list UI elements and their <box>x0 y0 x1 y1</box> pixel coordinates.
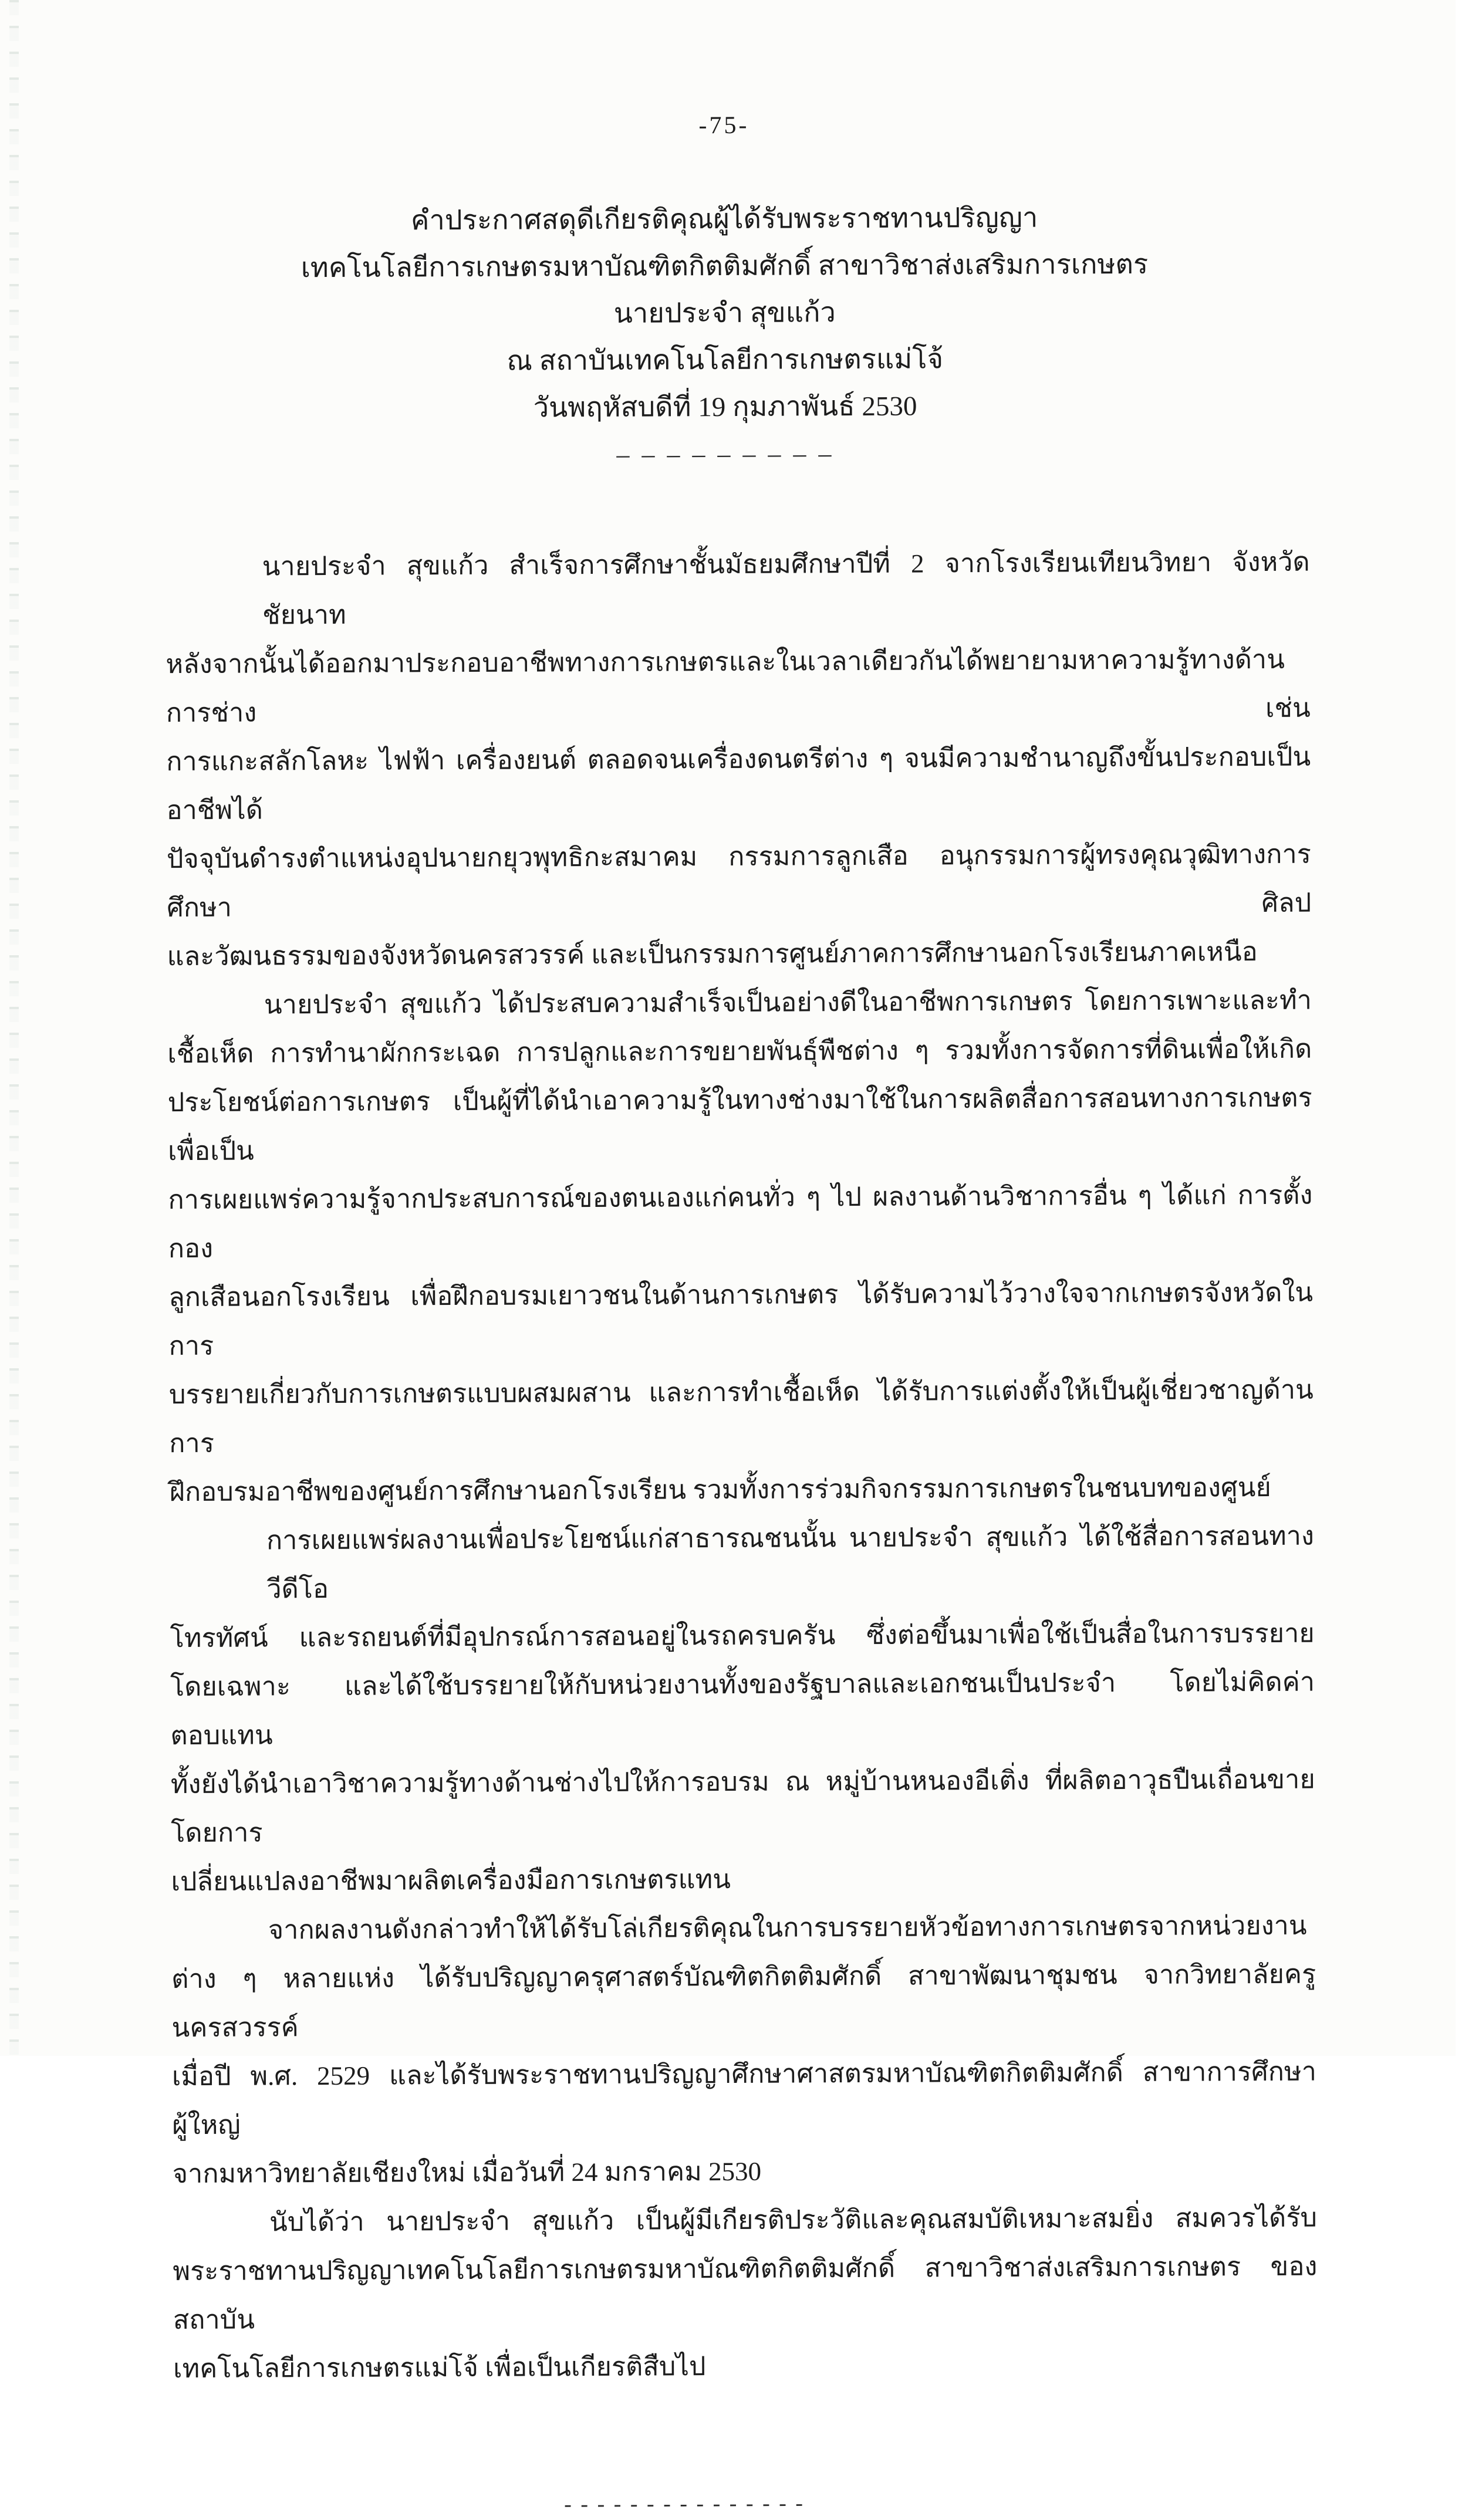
body-line: เชื้อเห็ด การทำนาผักกระเฉด การปลูกและการขยายพันธุ์พืชต่าง ๆ รวมทั้งการจัดการที่ดินเพื่อให้เกิด <box>167 1034 1312 1069</box>
title-line: เทคโนโลยีการเกษตรมหาบัณฑิตกิตติมศักดิ์ สาขาวิชาส่งเสริมการเกษตร <box>300 249 1149 284</box>
body-line: ประโยชน์ต่อการเกษตร เป็นผู้ที่ได้นำเอาความรู้ในทางช่างมาใช้ในการผลิตสื่อการสอนทางการเกษตร เพื่อเป็น <box>167 1083 1312 1166</box>
body-line: จากผลงานดังกล่าวทำให้ได้รับโล่เกียรติคุณในการบรรยายหัวข้อทางการเกษตรจากหน่วยงาน <box>268 1910 1307 1945</box>
document-body <box>0 537 1461 2394</box>
body-line: การแกะสลักโลหะ ไฟฟ้า เครื่องยนต์ ตลอดจนเครื่องดนตรีต่าง ๆ จนมีความชำนาญถึงขั้นประกอบเป็นอาชีพได้ <box>166 742 1311 826</box>
body-line: นายประจำ สุขแก้ว ได้ประสบความสำเร็จเป็นอย่างดีในอาชีพการเกษตร โดยการเพาะและทำ <box>264 985 1312 1020</box>
body-line: ฝึกอบรมอาชีพของศูนย์การศึกษานอกโรงเรียน รวมทั้งการร่วมกิจกรรมการเกษตรในชนบทของศูนย์ <box>169 1472 1271 1507</box>
separator-dashes-top: – – – – – – – – – <box>616 439 835 469</box>
title-line: คำประกาศสดุดีเกียรติคุณผู้ได้รับพระราชทานปริญญา <box>410 202 1038 236</box>
body-line: เมื่อปี พ.ศ. 2529 และได้รับพระราชทานปริญญาศึกษาศาสตรมหาบัณฑิตกิตติมศักดิ์ สาขาการศึกษาผู้ใหญ่ <box>171 2056 1317 2140</box>
body-line: เทคโนโลยีการเกษตรแม่โจ้ เพื่อเป็นเกียรติสืบไป <box>173 2352 706 2384</box>
body-line: หลังจากนั้นได้ออกมาประกอบอาชีพทางการเกษตรและในเวลาเดียวกันได้พยายามหาความรู้ทางด้านการช่าง เช่น <box>166 644 1311 728</box>
body-line: การเผยแพร่ความรู้จากประสบการณ์ของตนเองแก่คนทั่ว ๆ ไป ผลงานด้านวิชาการอื่น ๆ ได้แก่ การตั้งกอง <box>168 1180 1313 1264</box>
body-line: ปัจจุบันดำรงตำแหน่งอุปนายกยุวพุทธิกะสมาคม กรรมการลูกเสือ อนุกรรมการผู้ทรงคุณวุฒิทางการศึกษา ศิลป <box>166 839 1312 923</box>
body-line: บรรยายเกี่ยวกับการเกษตรแบบผสมผสาน และการทำเชื้อเห็ด ได้รับการแต่งตั้งให้เป็นผู้เชี่ยวชาญด้านการ <box>168 1375 1314 1459</box>
body-line: พระราชทานปริญญาเทคโนโลยีการเกษตรมหาบัณฑิตกิตติมศักดิ์ สาขาวิชาส่งเสริมการเกษตร ของสถาบัน <box>173 2251 1318 2335</box>
page-number: -75- <box>698 111 749 140</box>
title-line: วันพฤหัสบดีที่ 19 กุมภาพันธ์ 2530 <box>533 391 917 424</box>
body-line: นับได้ว่า นายประจำ สุขแก้ว เป็นผู้มีเกียรติประวัติและคุณสมบัติเหมาะสมยิ่ง สมควรได้รับ <box>269 2203 1318 2237</box>
body-line: จากมหาวิทยาลัยเชียงใหม่ เมื่อวันที่ 24 มกราคม 2530 <box>172 2156 762 2189</box>
body-line: ลูกเสือนอกโรงเรียน เพื่อฝึกอบรมเยาวชนในด้านการเกษตร ได้รับความไว้วางใจจากเกษตรจังหวัดในการ <box>168 1277 1314 1361</box>
separator-dashes-bottom: - - - - - - - - - - - - - - - <box>564 2491 805 2517</box>
title-line: นายประจำ สุขแก้ว <box>613 297 836 329</box>
body-line: ต่าง ๆ หลายแห่ง ได้รับปริญญาครุศาสตร์บัณฑิตกิตติมศักดิ์ สาขาพัฒนาชุมชน จากวิทยาลัยครูนครสวรรค์ <box>171 1959 1316 2043</box>
title-line: ณ สถาบันเทคโนโลยีการเกษตรแม่โจ้ <box>507 344 944 377</box>
body-line: การเผยแพร่ผลงานเพื่อประโยชน์แก่สาธารณชนนั้น นายประจำ สุขแก้ว ได้ใช้สื่อการสอนทางวีดีโอ <box>266 1521 1315 1604</box>
body-line: โดยเฉพาะ และได้ใช้บรรยายให้กับหน่วยงานทั้งของรัฐบาลและเอกชนเป็นประจำ โดยไม่คิดค่าตอบแทน <box>170 1667 1315 1751</box>
body-line: ทั้งยังได้นำเอาวิชาความรู้ทางด้านช่างไปให้การอบรม ณ หมู่บ้านหนองอีเติ่ง ที่ผลิตอาวุธปืนเถื่อนขาย โดยการ <box>170 1764 1315 1848</box>
body-line: และวัฒนธรรมของจังหวัดนครสวรรค์ และเป็นกรรมการศูนย์ภาคการศึกษานอกโรงเรียนภาคเหนือ <box>167 937 1258 972</box>
body-line: โทรทัศน์ และรถยนต์ที่มีอุปกรณ์การสอนอยู่ในรถครบครัน ซึ่งต่อขึ้นมาเพื่อใช้เป็นสื่อในการบรรยาย <box>170 1618 1315 1653</box>
title-block <box>0 193 1453 434</box>
body-line: เปลี่ยนแปลงอาชีพมาผลิตเครื่องมือการเกษตรแทน <box>171 1864 731 1897</box>
body-line: นายประจำ สุขแก้ว สำเร็จการศึกษาชั้นมัธยมศึกษาปีที่ 2 จากโรงเรียนเทียนวิทยา จังหวัดชัยนาท <box>262 547 1310 630</box>
